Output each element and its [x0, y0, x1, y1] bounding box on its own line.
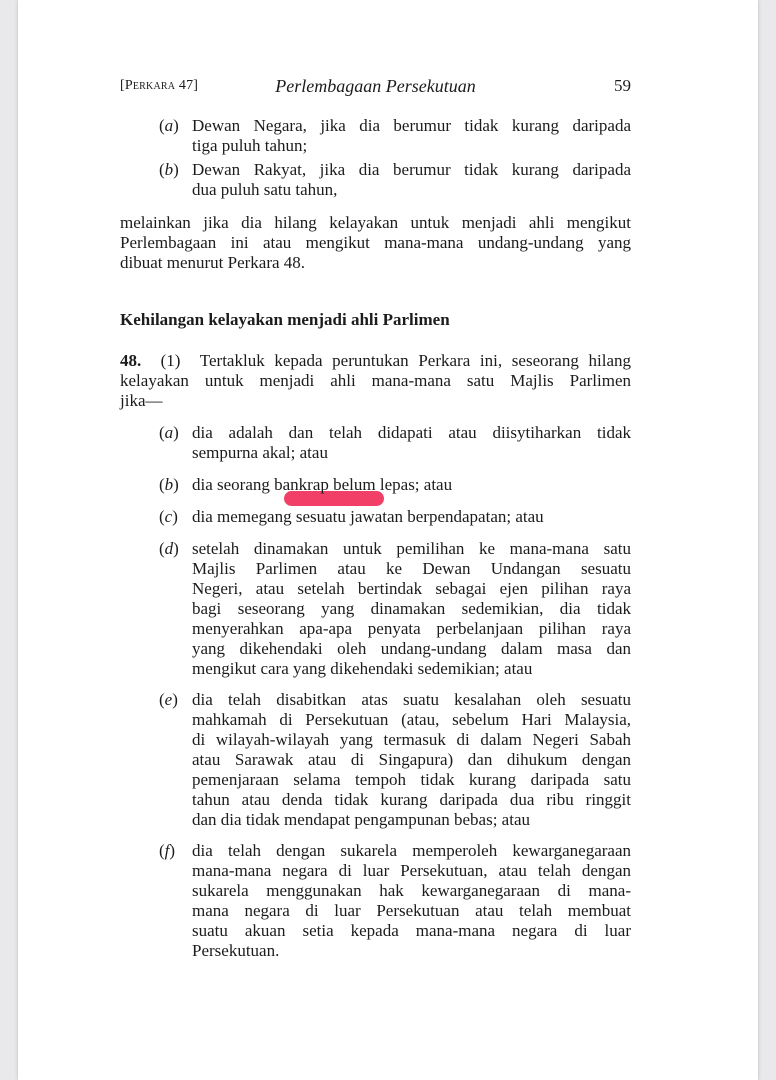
- item-f-line: suatu akuan setia kepada mana-mana negara di luar: [192, 921, 631, 940]
- clause-number: (1): [160, 351, 181, 370]
- article-line: kelayakan untuk menjadi ahli mana-mana satu Majlis Parlimen: [120, 371, 631, 390]
- intro-item-b-label: (b): [159, 160, 179, 179]
- section-heading: Kehilangan kelayakan menjadi ahli Parlimen: [120, 310, 450, 329]
- item-a-line: dia adalah dan telah didapati atau diisytiharkan tidak: [192, 423, 631, 442]
- item-d-line: Negeri, atau setelah bertindak sebagai ejen pilihan raya: [192, 579, 631, 598]
- item-e-line: pemenjaraan selama tempoh tidak kurang daripada satu: [192, 770, 631, 789]
- page-number: 59: [614, 76, 631, 95]
- item-f-line: mana negara di luar Persekutuan atau telah membuat: [192, 901, 631, 920]
- item-e-label: (e): [159, 690, 178, 709]
- item-f-line: mana-mana negara di luar Persekutuan, atau telah dengan: [192, 861, 631, 880]
- item-b-label: (b): [159, 475, 179, 494]
- document-page: [18, 0, 758, 1080]
- paragraph-line: Perlembagaan ini atau mengikut mana-mana undang-undang yang: [120, 233, 631, 252]
- item-d-line: menyerahkan apa-apa penyata perbelanjaan pilihan raya: [192, 619, 631, 638]
- intro-item-b-line: Dewan Rakyat, jika dia berumur tidak kurang daripada: [192, 160, 631, 179]
- item-d-line: setelah dinamakan untuk pemilihan ke mana-mana satu: [192, 539, 631, 558]
- item-d-label: (d): [159, 539, 179, 558]
- item-e-line: dan dia tidak mendapat pengampunan bebas; atau: [192, 810, 530, 829]
- intro-item-a-line: tiga puluh tahun;: [192, 136, 308, 155]
- paragraph-line: melainkan jika dia hilang kelayakan untuk menjadi ahli mengikut: [120, 213, 631, 232]
- article-line: Tertakluk kepada peruntukan Perkara ini, seseorang hilang: [199, 351, 632, 370]
- item-c-line: dia memegang sesuatu jawatan berpendapatan; atau: [192, 507, 544, 526]
- item-f-line: dia telah dengan sukarela memperoleh kewarganegaraan: [192, 841, 631, 860]
- item-a-label: (a): [159, 423, 179, 442]
- item-d-line: bagi seseorang yang dinamakan sedemikian, dia tidak: [192, 599, 631, 618]
- item-e-line: mahkamah di Persekutuan (atau, sebelum Hari Malaysia,: [192, 710, 631, 729]
- article-line: jika—: [120, 391, 163, 410]
- paragraph-line: dibuat menurut Perkara 48.: [120, 253, 306, 272]
- item-e-line: dia telah disabitkan atas suatu kesalahan oleh sesuatu: [192, 690, 631, 709]
- intro-item-a-line: Dewan Negara, jika dia berumur tidak kurang daripada: [192, 116, 631, 135]
- item-e-line: di wilayah-wilayah yang termasuk di dalam Negeri Sabah: [192, 730, 631, 749]
- intro-item-b-line: dua puluh satu tahun,: [192, 180, 338, 199]
- item-e-line: atau Sarawak atau di Singapura) dan dihukum dengan: [192, 750, 631, 769]
- article-first-line: [120, 351, 631, 371]
- item-b-line: dia seorang bankrap belum lepas; atau: [192, 475, 453, 494]
- item-d-line: mengikut cara yang dikehendaki sedemikian; atau: [192, 659, 533, 678]
- item-e-line: tahun atau denda tidak kurang daripada dua ribu ringgit: [192, 790, 631, 809]
- item-c-label: (c): [159, 507, 178, 526]
- article-reference: [Perkara 47]: [120, 78, 199, 93]
- document-title: Perlembagaan Persekutuan: [275, 76, 476, 96]
- item-f-line: sukarela menggunakan hak kewarganegaraan di mana-: [192, 881, 631, 900]
- item-f-label: (f): [159, 841, 176, 860]
- intro-item-a-label: (a): [159, 116, 179, 135]
- page-header: [120, 76, 631, 100]
- item-d-line: Majlis Parlimen atau ke Dewan Undangan sesuatu: [192, 559, 631, 578]
- item-f-line: Persekutuan.: [192, 941, 280, 960]
- item-a-line: sempurna akal; atau: [192, 443, 328, 462]
- item-d-line: yang dikehendaki oleh undang-undang dalam masa dan: [192, 639, 631, 658]
- article-number: 48.: [120, 351, 142, 370]
